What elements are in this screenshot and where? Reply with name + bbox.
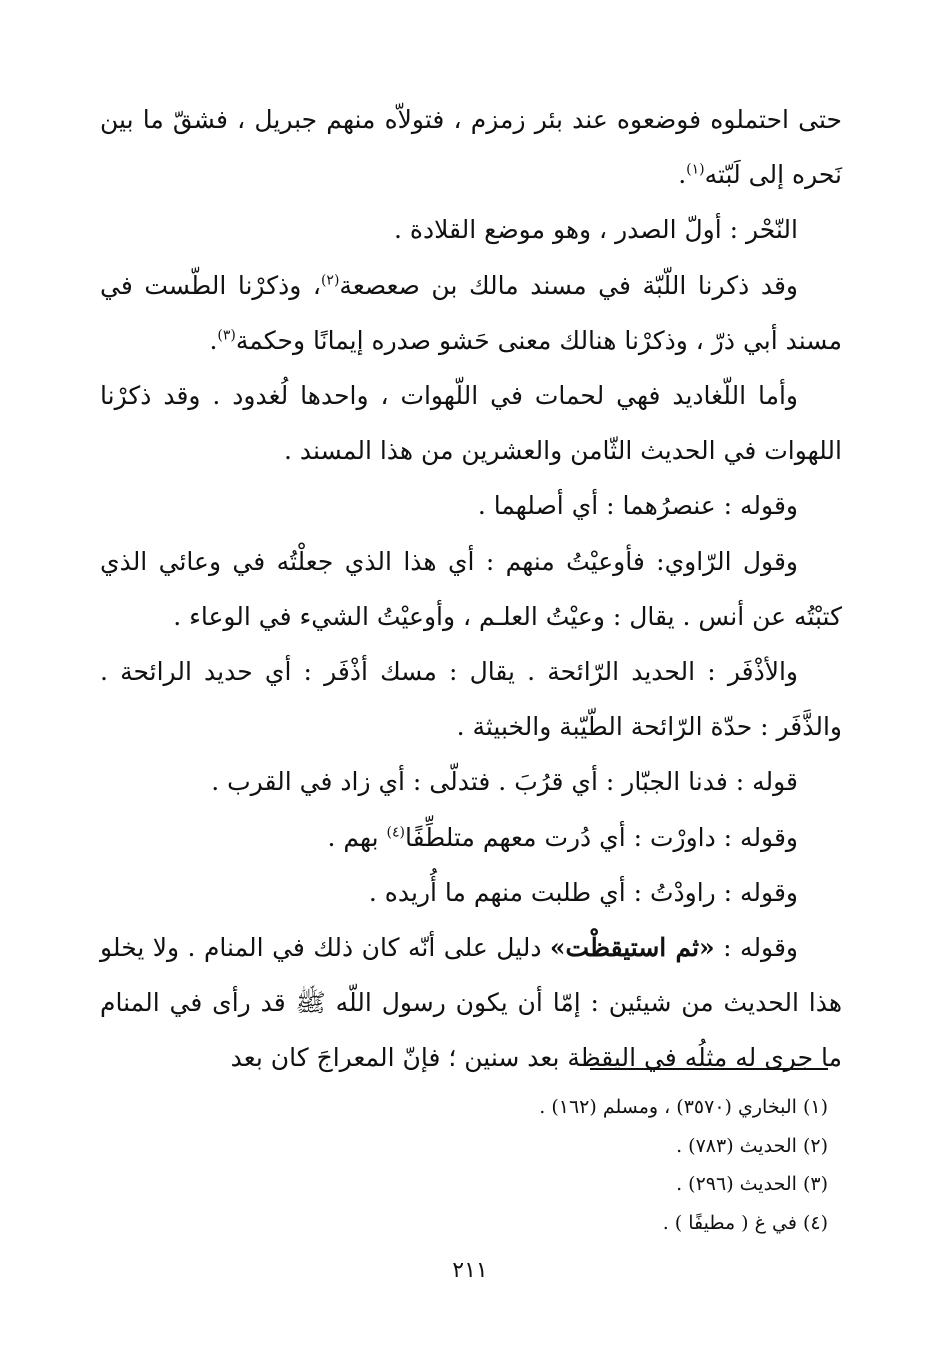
paragraph-3-end: . (209, 325, 218, 355)
paragraph-1-text: حتى احتملوه فوضعوه عند بئر زمزم ، فتولاّه منهم جبريل ، فشقّ ما بين نَحره إلى لَبّته (100, 105, 842, 190)
footnote-3: (٣) الحديث (٢٩٦) . (676, 1173, 828, 1196)
paragraph-8: قوله : فدنا الجبّار : أي قرُبَ . فتدلّى : أي زاد في القرب . (211, 767, 798, 797)
paragraph-11 (100, 920, 842, 1086)
footnote-ref-1: (١) (686, 161, 705, 178)
main-text (100, 92, 842, 1086)
paragraph-7: والأذْفَر : الحديد الرّائحة . يقال : مسك أذْفَر : أي حديد الرائحة . والذَّفَر : حدّة الرّائحة الطّيّبة والخبيثة . (100, 657, 842, 742)
footnote-ref-2: (٢) (320, 272, 340, 289)
footnote-1: (١) البخاري (٣٥٧٠) ، ومسلم (١٦٢) . (539, 1096, 828, 1118)
paragraph-9 (100, 810, 842, 865)
footnote-ref-4: (٤) (386, 824, 405, 841)
paragraph-2: النّحْر : أولّ الصدر ، وهو موضع القلادة . (393, 215, 798, 245)
paragraph-11-text: دليل على أنّه كان ذلك في المنام . ولا يخلو هذا الحديث من شيئين : إمّا أن يكون رسول اللّه ﷺ قد رأى في المنام ما جرى له مثلُه في اليقظة بعد سنين ؛ فإنّ المعراجَ كان بعد (100, 933, 842, 1073)
paragraph-11-lead: وقوله : (714, 933, 798, 963)
paragraph-5: وقوله : عنصرُهما : أي أصلهما . (477, 491, 798, 521)
paragraph-3-text-b: ، وذكرْنا الطّست في مسند أبي ذرّ ، وذكرْنا هنالك معنى حَشو صدره إيمانًا وحكمة (100, 270, 842, 355)
paragraph-9-end: بهم . (327, 822, 379, 852)
paragraph-1 (100, 92, 842, 202)
footnotes (100, 1088, 828, 1242)
paragraph-3 (100, 258, 842, 368)
paragraph-1-end: . (678, 160, 687, 190)
paragraph-4: وأما اللّغاديد فهي لحمات في اللّهوات ، واحدها لُغدود . وقد ذكرْنا اللهوات في الحديث الثّامن والعشرين من هذا المسند . (100, 381, 842, 466)
page-number: ٢١١ (452, 1258, 488, 1283)
paragraph-10: وقوله : راودْتُ : أي طلبت منهم ما أُريده . (368, 877, 798, 907)
paragraph-6: وقول الرّاوي: فأوعيْتُ منهم : أي هذا الذي جعلْتُه في وعائي الذي كتبْتُه عن أنس . يقال : وعيْتُ العلـم ، وأوعيْتُ الشيء في الوعاء . (100, 546, 842, 631)
footnote-4: (٤) في غ ( مطيفًا ) . (662, 1211, 828, 1234)
paragraph-3-text-a: وقد ذكرنا اللّبّة في مسند مالك بن صعصعة (339, 270, 798, 300)
paragraph-9-text: وقوله : داورْت : أي دُرت معهم متلطِّفًا (404, 822, 798, 852)
footnote-ref-3: (٣) (217, 327, 236, 344)
footnote-divider (590, 1068, 828, 1070)
footnote-2: (٢) الحديث (٧٨٣) . (676, 1134, 828, 1157)
quoted-phrase: «ثم استيقظْت» (549, 933, 715, 963)
